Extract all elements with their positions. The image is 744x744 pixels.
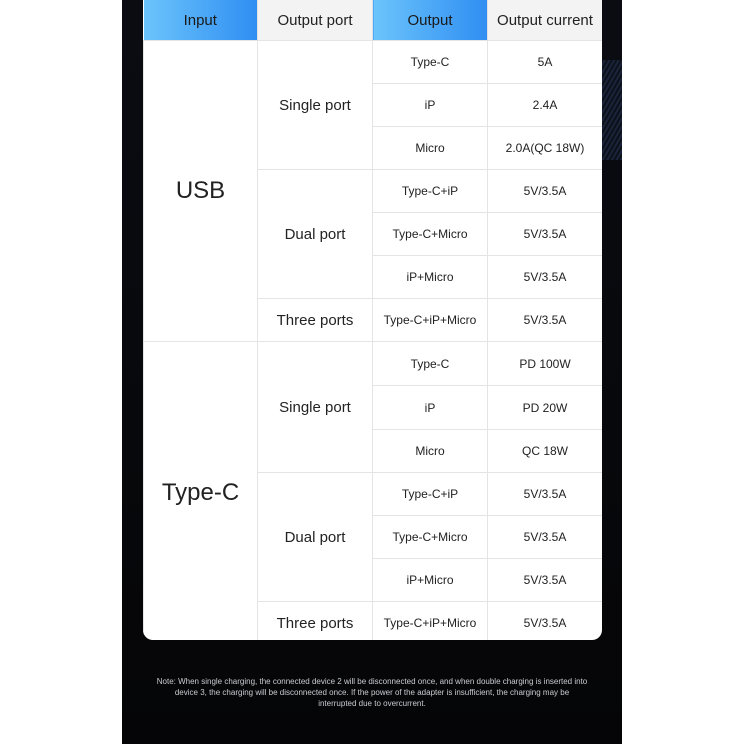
- current-cell: 5V/3.5A: [488, 559, 603, 602]
- current-cell: 5V/3.5A: [488, 299, 603, 342]
- output-cell: Type-C+iP: [373, 473, 488, 516]
- table-row: [144, 342, 603, 386]
- current-cell: 5V/3.5A: [488, 473, 603, 516]
- header-output-port: Output port: [258, 0, 373, 41]
- output-cell: iP: [373, 84, 488, 127]
- port-cell: Single port: [258, 342, 373, 473]
- header-output-current: Output current: [488, 0, 603, 41]
- output-cell: Type-C+iP+Micro: [373, 299, 488, 342]
- output-cell: iP+Micro: [373, 559, 488, 602]
- output-cell: Type-C: [373, 342, 488, 386]
- input-cell-usb: USB: [144, 41, 258, 342]
- current-cell: PD 20W: [488, 386, 603, 430]
- header-row: [144, 0, 603, 41]
- output-cell: iP+Micro: [373, 256, 488, 299]
- current-cell: 2.4A: [488, 84, 603, 127]
- current-cell: 2.0A(QC 18W): [488, 127, 603, 170]
- output-cell: Micro: [373, 127, 488, 170]
- current-cell: 5V/3.5A: [488, 213, 603, 256]
- header-output: Output: [373, 0, 488, 41]
- output-cell: Type-C+iP: [373, 170, 488, 213]
- current-cell: 5V/3.5A: [488, 256, 603, 299]
- spec-table-card: [143, 0, 602, 640]
- output-cell: Type-C+Micro: [373, 516, 488, 559]
- spec-table: [143, 0, 602, 640]
- output-cell: Type-C+iP+Micro: [373, 602, 488, 641]
- input-cell-type-c: Type-C: [144, 342, 258, 641]
- footnote: Note: When single charging, the connected device 2 will be disconnected once, and when double charging is inserted into device 3, the charging will be disconnected once. If the power of the adapter is insufficient, the charging may be interrupted due to overcurrent.: [156, 677, 588, 708]
- current-cell: QC 18W: [488, 430, 603, 473]
- header-input: Input: [144, 0, 258, 41]
- current-cell: 5V/3.5A: [488, 170, 603, 213]
- port-cell: Three ports: [258, 602, 373, 641]
- table-row: [144, 41, 603, 84]
- output-cell: Type-C: [373, 41, 488, 84]
- port-cell: Dual port: [258, 473, 373, 602]
- current-cell: 5V/3.5A: [488, 602, 603, 641]
- output-cell: Type-C+Micro: [373, 213, 488, 256]
- port-cell: Three ports: [258, 299, 373, 342]
- port-cell: Dual port: [258, 170, 373, 299]
- current-cell: 5A: [488, 41, 603, 84]
- output-cell: iP: [373, 386, 488, 430]
- port-cell: Single port: [258, 41, 373, 170]
- current-cell: 5V/3.5A: [488, 516, 603, 559]
- current-cell: PD 100W: [488, 342, 603, 386]
- output-cell: Micro: [373, 430, 488, 473]
